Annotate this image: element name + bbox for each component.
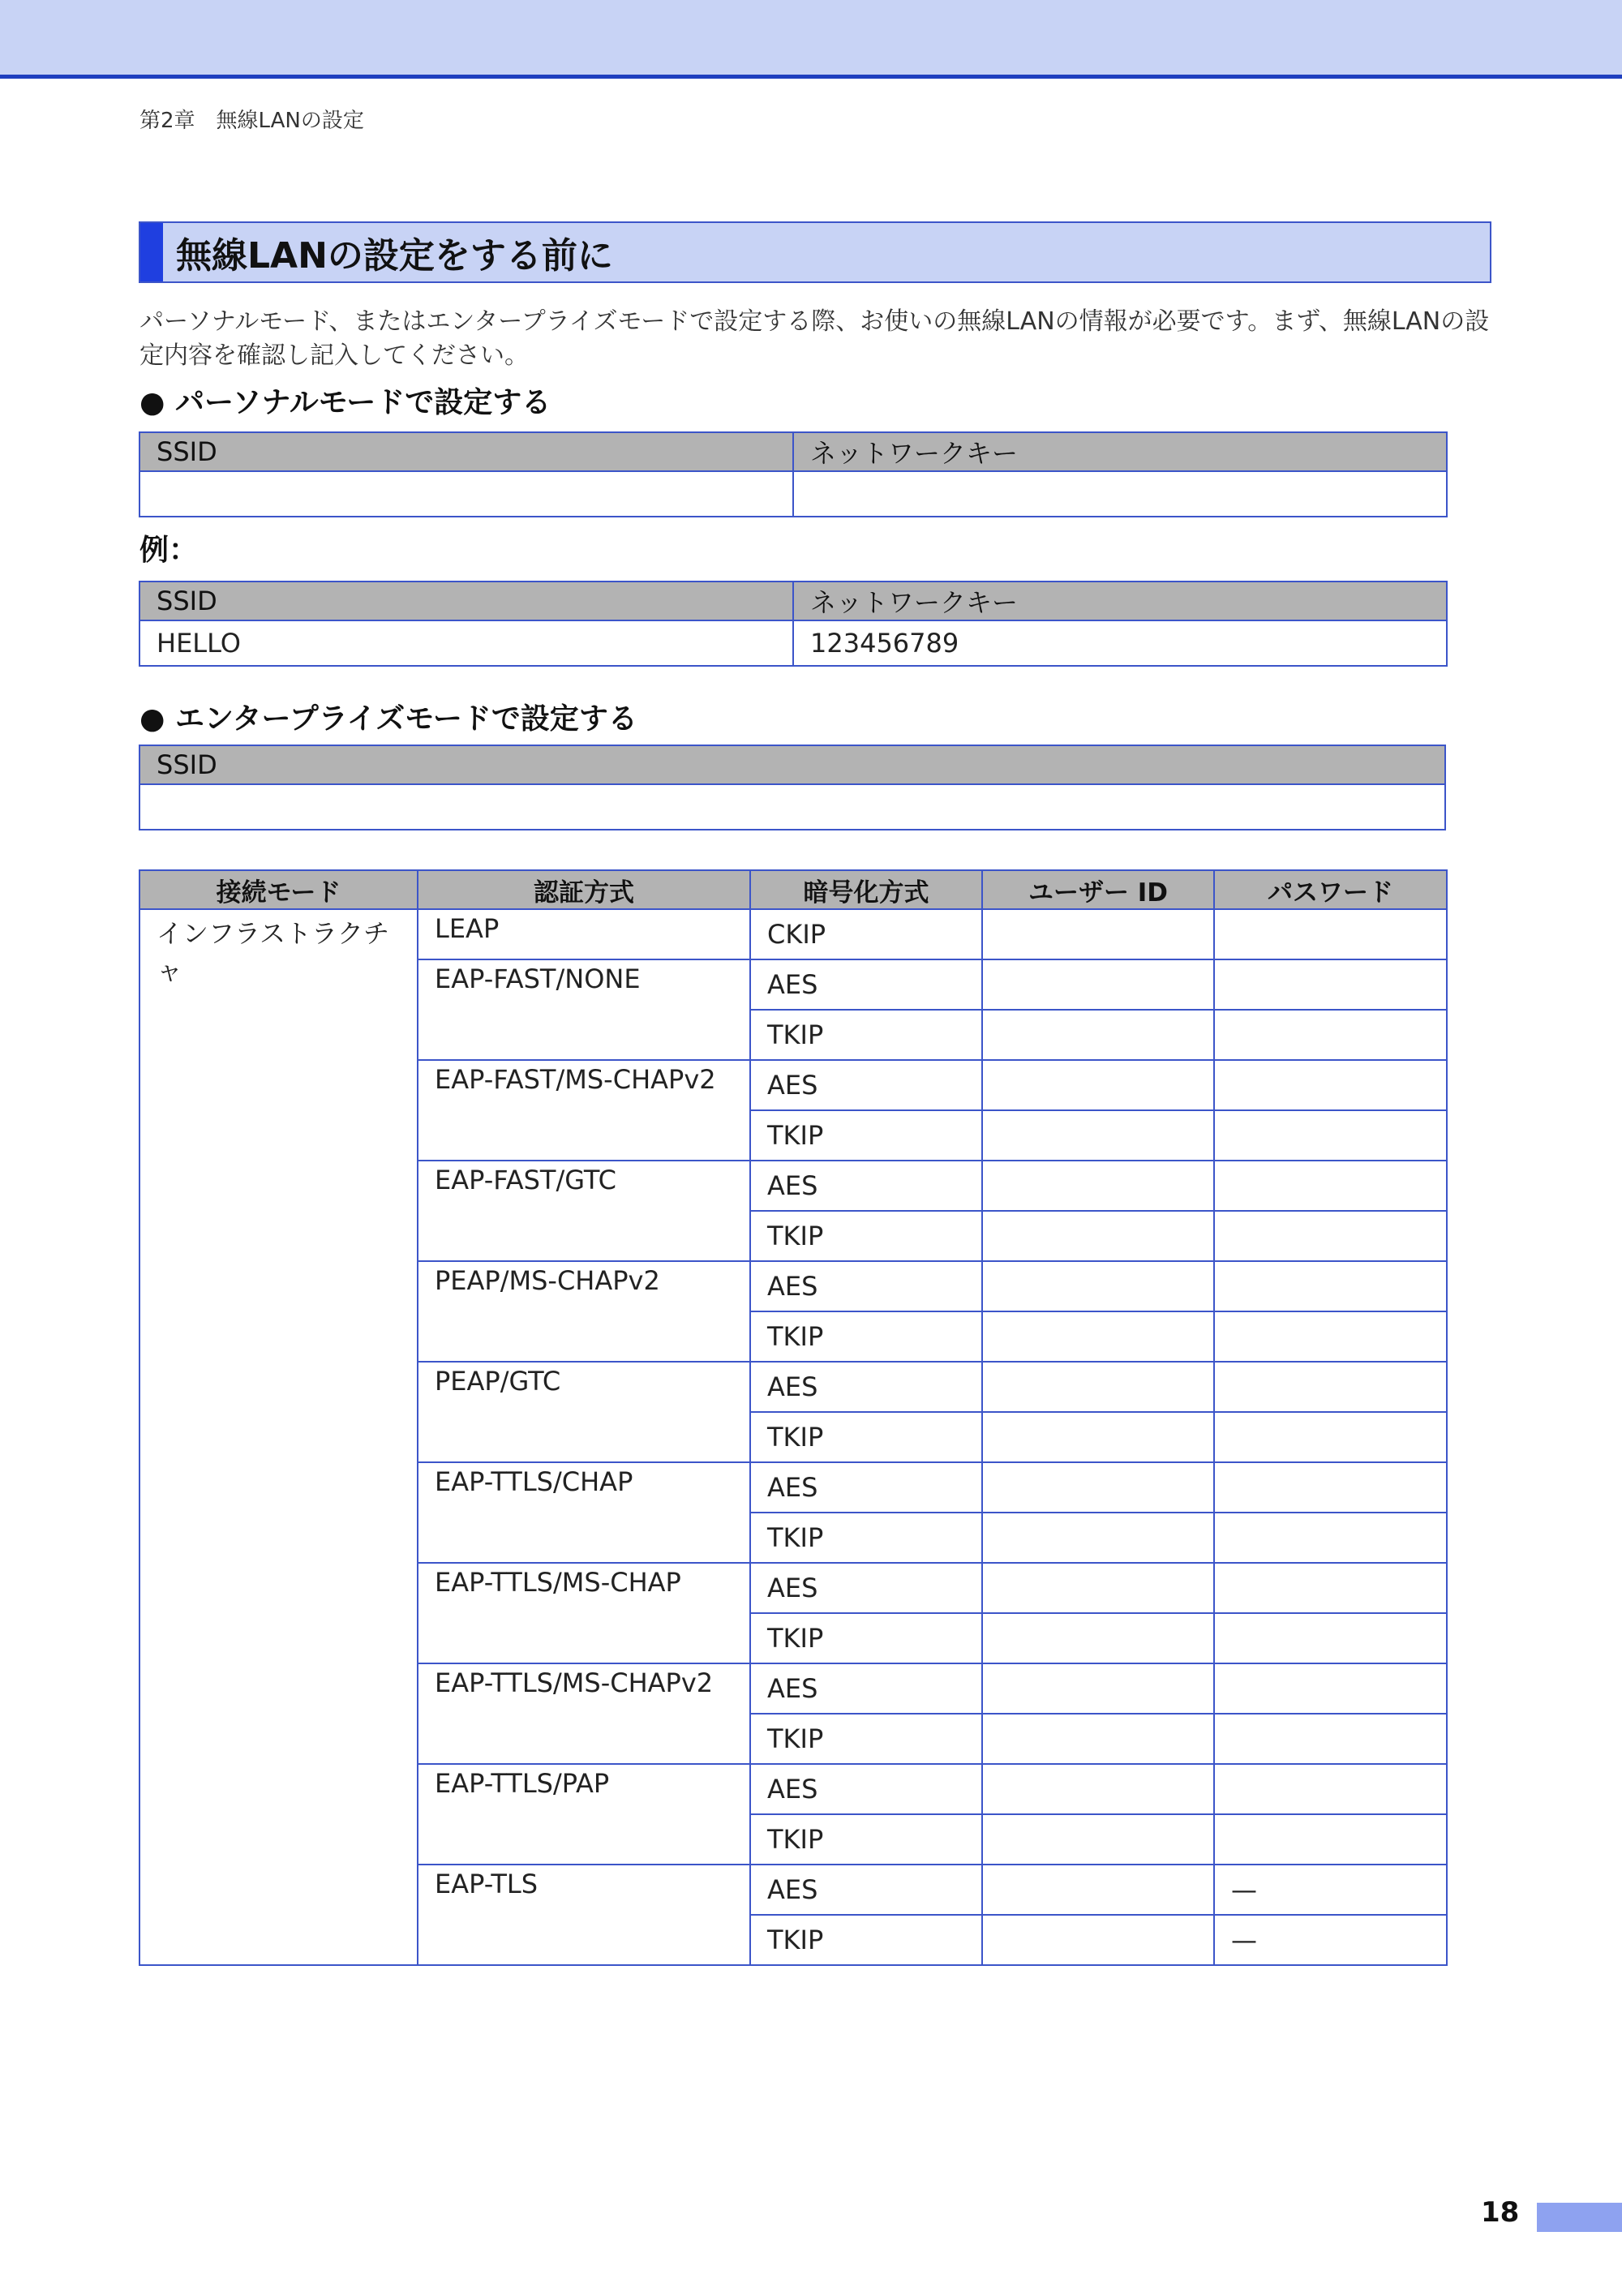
running-head: 第2章 無線LANの設定 [139, 109, 364, 133]
column-header-ssid: SSID [139, 432, 793, 471]
password-entry-cell[interactable] [1214, 1261, 1447, 1311]
auth-method-cell: EAP-TLS [418, 1865, 750, 1965]
auth-method-cell: EAP-FAST/GTC [418, 1161, 750, 1261]
example-ssid-value: HELLO [139, 620, 793, 666]
user-id-entry-cell[interactable] [982, 1060, 1214, 1110]
encryption-cell: CKIP [750, 909, 982, 959]
table-header-row [139, 582, 1447, 620]
user-id-entry-cell[interactable] [982, 1563, 1214, 1613]
column-header-network-key: ネットワークキー [793, 432, 1447, 471]
user-id-entry-cell[interactable] [982, 1362, 1214, 1412]
encryption-cell: AES [750, 1663, 982, 1714]
column-header-network-key: ネットワークキー [793, 582, 1447, 620]
user-id-entry-cell[interactable] [982, 1161, 1214, 1211]
encryption-cell: TKIP [750, 1110, 982, 1161]
password-entry-cell: — [1214, 1865, 1447, 1915]
column-header-user-id: ユーザー ID [982, 870, 1214, 909]
encryption-cell: AES [750, 1462, 982, 1513]
table-header-row [139, 870, 1447, 909]
table-row [139, 784, 1445, 830]
auth-method-cell: EAP-FAST/NONE [418, 959, 750, 1060]
auth-method-cell: EAP-TTLS/MS-CHAPv2 [418, 1663, 750, 1764]
user-id-entry-cell[interactable] [982, 1311, 1214, 1362]
network-key-entry-cell[interactable] [793, 471, 1447, 517]
encryption-cell: TKIP [750, 1211, 982, 1261]
password-entry-cell[interactable] [1214, 1010, 1447, 1060]
table-row [139, 620, 1447, 666]
encryption-cell: AES [750, 1161, 982, 1211]
password-entry-cell[interactable] [1214, 1814, 1447, 1865]
encryption-cell: AES [750, 1865, 982, 1915]
user-id-entry-cell[interactable] [982, 1462, 1214, 1513]
auth-method-cell: PEAP/MS-CHAPv2 [418, 1261, 750, 1362]
password-entry-cell[interactable] [1214, 1563, 1447, 1613]
password-entry-cell[interactable] [1214, 1613, 1447, 1663]
user-id-entry-cell[interactable] [982, 1412, 1214, 1462]
encryption-cell: TKIP [750, 1814, 982, 1865]
encryption-cell: AES [750, 1362, 982, 1412]
user-id-entry-cell[interactable] [982, 1110, 1214, 1161]
column-header-auth-method: 認証方式 [418, 870, 750, 909]
section-title-accent-bar [140, 223, 163, 281]
encryption-cell: AES [750, 1563, 982, 1613]
encryption-cell: TKIP [750, 1412, 982, 1462]
table-header-row [139, 745, 1445, 784]
password-entry-cell[interactable] [1214, 1412, 1447, 1462]
column-header-encryption: 暗号化方式 [750, 870, 982, 909]
encryption-cell: TKIP [750, 1010, 982, 1060]
enterprise-settings-table [139, 869, 1448, 1966]
example-label: 例： [139, 534, 199, 567]
column-header-ssid: SSID [139, 582, 793, 620]
enterprise-ssid-entry-cell[interactable] [139, 784, 1445, 830]
auth-method-cell: PEAP/GTC [418, 1362, 750, 1462]
password-entry-cell[interactable] [1214, 1161, 1447, 1211]
password-entry-cell[interactable] [1214, 1764, 1447, 1814]
password-entry-cell[interactable] [1214, 1362, 1447, 1412]
header-band [0, 0, 1622, 79]
auth-method-cell: EAP-FAST/MS-CHAPv2 [418, 1060, 750, 1161]
user-id-entry-cell[interactable] [982, 1513, 1214, 1563]
auth-method-cell: LEAP [418, 909, 750, 959]
user-id-entry-cell[interactable] [982, 1010, 1214, 1060]
encryption-cell: AES [750, 1764, 982, 1814]
password-entry-cell[interactable] [1214, 959, 1447, 1010]
password-entry-cell[interactable] [1214, 1110, 1447, 1161]
password-entry-cell[interactable] [1214, 1513, 1447, 1563]
table-header-row [139, 432, 1447, 471]
encryption-cell: AES [750, 1060, 982, 1110]
user-id-entry-cell[interactable] [982, 1865, 1214, 1915]
user-id-entry-cell[interactable] [982, 1261, 1214, 1311]
auth-method-cell: EAP-TTLS/MS-CHAP [418, 1563, 750, 1663]
encryption-cell: AES [750, 959, 982, 1010]
user-id-entry-cell[interactable] [982, 1764, 1214, 1814]
column-header-ssid: SSID [139, 745, 1445, 784]
column-header-password: パスワード [1214, 870, 1447, 909]
encryption-cell: TKIP [750, 1714, 982, 1764]
intro-paragraph: パーソナルモード、またはエンタープライズモードで設定する際、お使いの無線LANの情報が必要です。まず、無線LANの設定内容を確認し記入してください。 [139, 307, 1490, 370]
example-table [139, 581, 1448, 667]
encryption-cell: TKIP [750, 1513, 982, 1563]
user-id-entry-cell[interactable] [982, 1211, 1214, 1261]
personal-mode-heading: ● パーソナルモードで設定する [139, 386, 551, 419]
user-id-entry-cell[interactable] [982, 909, 1214, 959]
user-id-entry-cell[interactable] [982, 1915, 1214, 1965]
encryption-cell: TKIP [750, 1311, 982, 1362]
password-entry-cell[interactable] [1214, 909, 1447, 959]
ssid-entry-cell[interactable] [139, 471, 793, 517]
section-title [139, 221, 1491, 283]
password-entry-cell[interactable] [1214, 1714, 1447, 1764]
password-entry-cell[interactable] [1214, 1211, 1447, 1261]
encryption-cell: AES [750, 1261, 982, 1311]
page-tab-marker [1537, 2203, 1622, 2232]
auth-method-cell: EAP-TTLS/PAP [418, 1764, 750, 1865]
page-number: 18 [1481, 2196, 1520, 2229]
password-entry-cell[interactable] [1214, 1462, 1447, 1513]
encryption-cell: TKIP [750, 1915, 982, 1965]
column-header-connection-mode: 接続モード [139, 870, 418, 909]
personal-mode-table [139, 431, 1448, 517]
auth-method-cell: EAP-TTLS/CHAP [418, 1462, 750, 1563]
password-entry-cell[interactable] [1214, 1663, 1447, 1714]
user-id-entry-cell[interactable] [982, 1663, 1214, 1714]
user-id-entry-cell[interactable] [982, 959, 1214, 1010]
user-id-entry-cell[interactable] [982, 1714, 1214, 1764]
password-entry-cell[interactable] [1214, 1311, 1447, 1362]
example-network-key-value: 123456789 [793, 620, 1447, 666]
user-id-entry-cell[interactable] [982, 1613, 1214, 1663]
enterprise-ssid-table [139, 745, 1446, 830]
password-entry-cell[interactable] [1214, 1060, 1447, 1110]
table-row [139, 471, 1447, 517]
connection-mode-cell: インフラストラクチャ [139, 909, 418, 1965]
encryption-cell: TKIP [750, 1613, 982, 1663]
table-row [139, 909, 1447, 959]
password-entry-cell: — [1214, 1915, 1447, 1965]
enterprise-mode-heading: ● エンタープライズモードで設定する [139, 702, 637, 736]
section-title-text: 無線LANの設定をする前に [176, 235, 613, 277]
user-id-entry-cell[interactable] [982, 1814, 1214, 1865]
